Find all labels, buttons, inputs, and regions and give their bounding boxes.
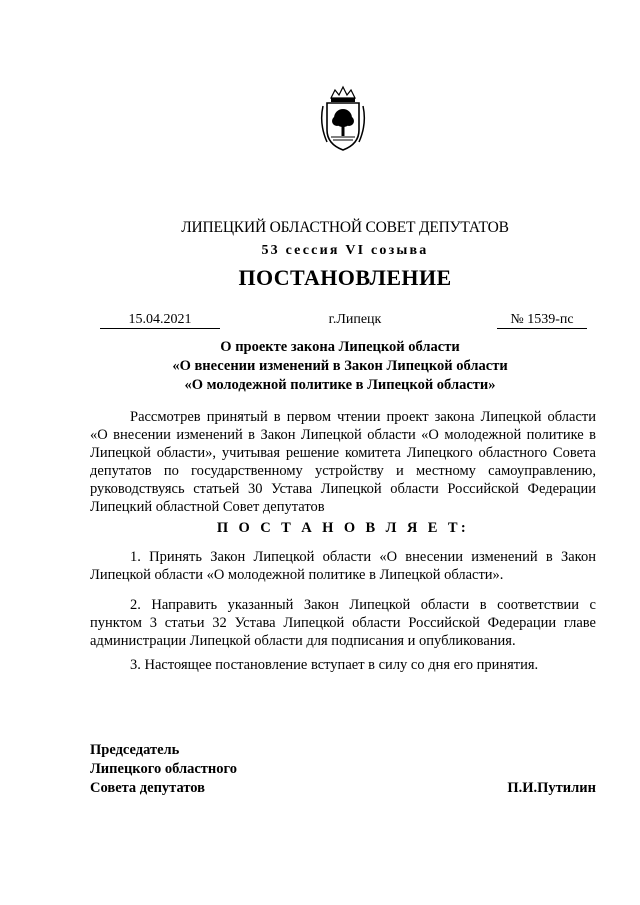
session-label: 53 сессия VI созыва: [261, 243, 429, 258]
document-subject: [90, 338, 590, 395]
decree-heading: П О С Т А Н О В Л Я Е Т:: [216, 520, 470, 536]
signatory-title: [90, 741, 237, 798]
subject-line: «О внесении изменений в Закон Липецкой области: [172, 358, 508, 374]
decree-item-2: 2. Направить указанный Закон Липецкой области в соответствии с пунктом 3 статьи 32 Устава Липецкой области Российской Федерации главе администрации Липецкой области для подписания и опубликования.: [90, 597, 596, 649]
document-number: № 1539-пс: [497, 312, 587, 329]
document-date: 15.04.2021: [100, 312, 220, 329]
decree-item-3: 3. Настоящее постановление вступает в силу со дня его принятия.: [130, 657, 539, 673]
subject-line: «О молодежной политике в Липецкой области»: [184, 377, 496, 393]
signatory-title-line: Председатель: [90, 742, 180, 758]
document-city: г.Липецк: [328, 312, 382, 327]
decree-item-1: 1. Принять Закон Липецкой области «О внесении изменений в Закон Липецкой области «О молодежной политике в Липецкой области».: [90, 549, 596, 583]
document-type-title: ПОСТАНОВЛЕНИЕ: [238, 265, 452, 290]
signatory-name: П.И.Путилин: [507, 780, 596, 796]
signatory-title-line: Липецкого областного: [90, 761, 237, 777]
document-meta-row: [0, 312, 640, 332]
preamble-paragraph: Рассмотрев принятый в первом чтении проект закона Липецкой области «О внесении изменений в Закон Липецкой области «О молодежной политике в Липецкой области», учитывая решение комитета Липецкого областного Совета депутатов по государственному устройству и местному самоуправлению, руководствуясь статьей 30 Устава Липецкой области Российской Федерации Липецкий областной Совет депутатов: [90, 409, 596, 515]
coat-of-arms-icon: [313, 84, 373, 154]
subject-line: О проекте закона Липецкой области: [220, 339, 460, 355]
signatory-title-line: Совета депутатов: [90, 780, 206, 796]
organization-name: ЛИПЕЦКИЙ ОБЛАСТНОЙ СОВЕТ ДЕПУТАТОВ: [181, 219, 509, 236]
